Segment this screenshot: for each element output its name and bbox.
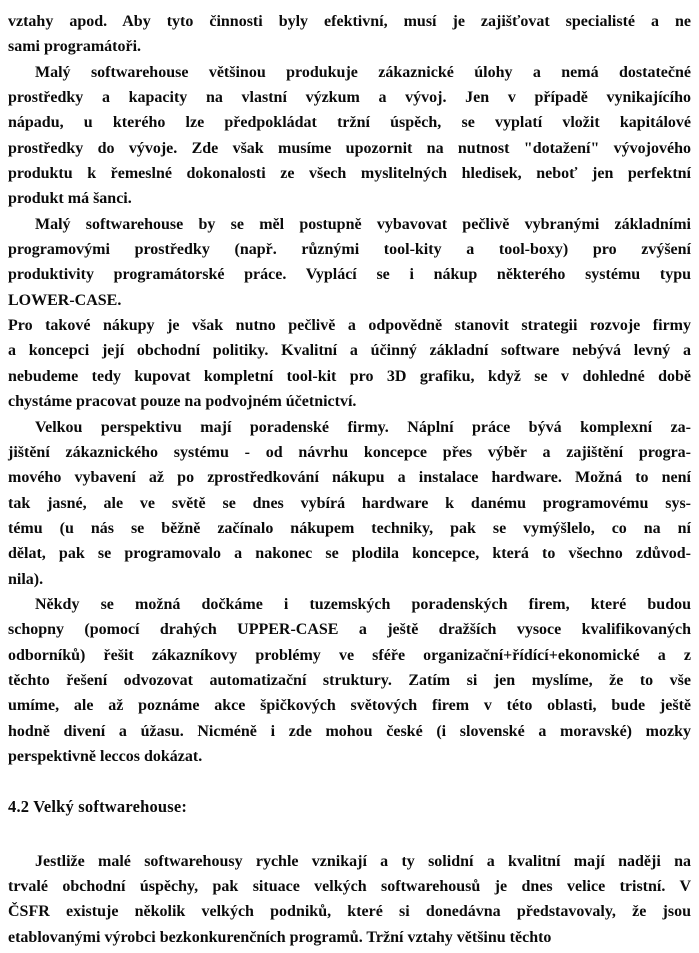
paragraph	[8, 60, 691, 212]
text-line: jištění zákaznického systému - od návrhu koncepce přes výběr a zajištění progra-	[8, 443, 691, 461]
text-line: tému (u nás se běžně začínalo nákupem techniky, pak se vymýšlelo, co na ní	[8, 519, 691, 537]
text-line: programovými prostředky (např. různými tool-kity a tool-boxy) pro zvýšení	[8, 241, 691, 259]
paragraph	[8, 212, 691, 313]
text-line: produktu k řemeslné dokonalosti ze všech myslitelných hledisek, neboť jen perfektní	[8, 165, 691, 183]
text-line: etablovanými výrobci bezkonkurenčních programů. Tržní vztahy většinu těchto	[8, 928, 552, 946]
text-line: Malý softwarehouse většinou produkuje zákaznické úlohy a nemá dostatečné	[35, 63, 691, 81]
text-line: schopny (pomocí drahých UPPER-CASE a ještě dražších vysoce kvalifikovaných	[8, 621, 691, 639]
text-line: Jestliže malé softwarehousy rychle vznikají a ty solidní a kvalitní mají naději na	[35, 852, 691, 870]
paragraph	[8, 313, 691, 414]
text-line: odborníků) řešit zákazníkovy problémy ve sféře organizační+řídící+ekonomické a z	[8, 646, 691, 664]
paragraph	[8, 9, 691, 60]
text-line: chystáme pracovat pouze na podvojném účetnictví.	[8, 393, 357, 411]
text-line: mového vybavení až po zprostředkování nákupu a instalace hardware. Možná to není	[8, 469, 691, 487]
text-line: ČSFR existuje několik velkých podniků, které si donedávna představovaly, že jsou	[8, 903, 691, 921]
text-line: sami programátoři.	[8, 38, 142, 56]
text-line: vztahy apod. Aby tyto činnosti byly efektivní, musí je zajišťovat specialisté a ne	[8, 13, 691, 30]
text-line: dělat, pak se programovalo a nakonec se plodila koncepce, která to všechno zdůvod-	[8, 545, 691, 563]
text-line: trvalé obchodní úspěchy, pak situace velkých softwarehousů je dnes velice tristní. V	[8, 878, 691, 895]
text-line: Někdy se možná dočkáme i tuzemských poradenských firem, které budou	[35, 595, 691, 613]
text-line: prostředky do vývoje. Zde však musíme upozornit na nutnost "dotažení" vývojového	[8, 139, 691, 157]
text-line: nápadu, u kterého lze předpokládat tržní úspěch, se vyplatí vložit kapitálové	[8, 114, 691, 132]
text-line: umíme, ale až poznáme akce špičkových světových firem v této oblasti, bude ještě	[8, 697, 691, 715]
paragraph	[8, 849, 691, 950]
text-line: perspektivně leccos dokázat.	[8, 747, 203, 765]
text-line: produktivity programátorské práce. Vyplácí se i nákup některého systému typu	[8, 266, 691, 284]
text-line: nebudeme tedy kupovat kompletní tool-kit pro 3D grafiku, když se v dohledné době	[8, 367, 691, 385]
text-line: Malý softwarehouse by se měl postupně vybavovat pečlivě vybranými základními	[35, 215, 691, 233]
section-heading: 4.2 Velký softwarehouse:	[8, 797, 188, 817]
text-line: produkt má šanci.	[8, 190, 132, 208]
text-line: LOWER-CASE.	[8, 291, 122, 309]
text-line: nila).	[8, 570, 44, 588]
text-line: Velkou perspektivu mají poradenské firmy. Náplní práce bývá komplexní za-	[35, 418, 691, 436]
text-line: tak jasné, ale ve světě se dnes vybírá hardware k danému programovému sys-	[8, 494, 691, 512]
paragraph	[8, 415, 691, 592]
text-line: a koncepci její obchodní politiky. Kvalitní a účinný základní software nebývá levný a	[8, 342, 691, 360]
text-line: Pro takové nákupy je však nutno pečlivě a odpovědně stanovit strategii rozvoje firmy	[8, 317, 691, 335]
text-line: těchto řešení odvozovat automatizační struktury. Zatím si jen myslíme, že to vše	[8, 671, 691, 689]
paragraph	[8, 592, 691, 769]
text-line: prostředky a kapacity na vlastní výzkum a vývoj. Jen v případě vynikajícího	[8, 89, 691, 107]
text-line: hodně divení a úžasu. Nicméně i zde mohou české (i slovenské a moravské) mozky	[8, 722, 691, 740]
